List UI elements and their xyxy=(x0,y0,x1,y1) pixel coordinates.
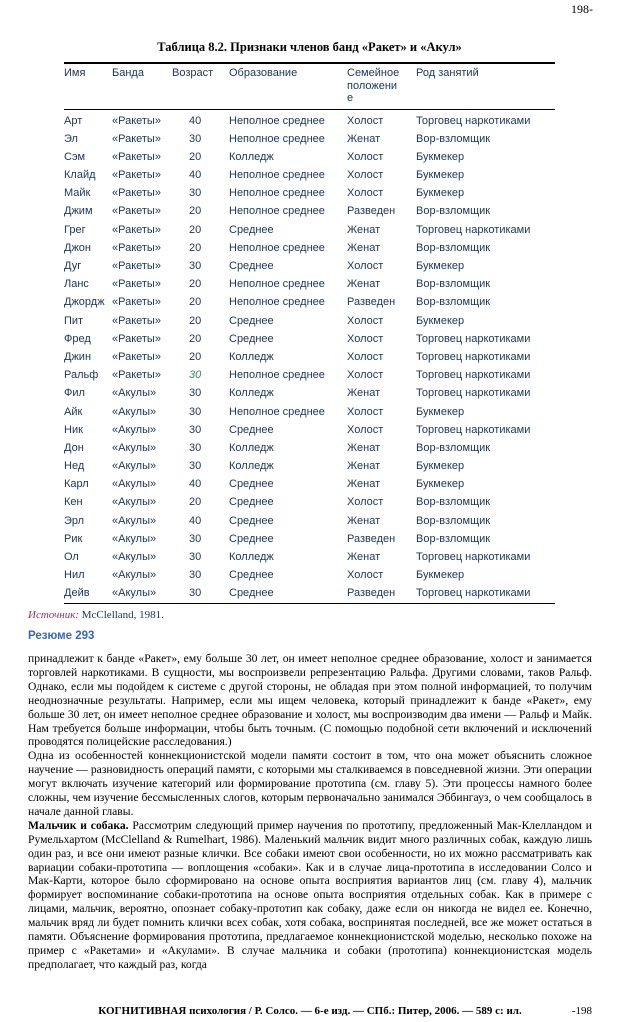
table-cell: Холост xyxy=(347,350,384,363)
table-cell: Среднее xyxy=(229,569,274,582)
table-cell: Женат xyxy=(347,223,381,236)
column-header: Род занятий xyxy=(416,63,555,109)
table-row xyxy=(64,421,555,439)
table-row xyxy=(64,494,555,512)
table-row xyxy=(64,239,555,257)
table-row xyxy=(64,312,555,330)
table-cell: Букмекер xyxy=(416,569,465,582)
table-cell: «Ракеты» xyxy=(112,114,161,127)
table-cell: 30 xyxy=(189,369,202,382)
table-cell: Холост xyxy=(347,114,384,127)
table-cell: Среднее xyxy=(229,532,274,545)
table-block xyxy=(64,40,555,604)
table-cell: 40 xyxy=(189,478,202,491)
table-cell: Торговец наркотиками xyxy=(416,369,531,382)
table-cell: Нед xyxy=(64,460,85,473)
table-cell: Холост xyxy=(347,332,384,345)
table-title: Таблица 8.2. Признаки членов банд «Ракет» и «Акул» xyxy=(157,40,462,54)
paragraph-2: Одна из особенностей коннекционистской модели памяти состоит в том, что она может объяснить сложное научение — разновидность операций памяти, с которыми мы сталкиваемся в повседневной жизни. Эти операции могут включать изучение категорий или формирование прототипа (см. главу 5). Эти процессы намного более сложны, чем изучение бессмысленных слогов, которым первоначально занимался Эббингауз, о чем сообщалось в начале данной главы. xyxy=(28,749,592,818)
table-cell: Нил xyxy=(64,569,85,582)
table-cell: Эрл xyxy=(64,514,85,527)
table-body xyxy=(64,109,555,603)
table-cell: Вор-взломщик xyxy=(416,514,491,527)
table-cell: Ланс xyxy=(64,278,89,291)
table-cell: «Ракеты» xyxy=(112,187,161,200)
table-cell: Дон xyxy=(64,441,84,454)
table-cell: 30 xyxy=(189,532,202,545)
table-cell: Пит xyxy=(64,314,84,327)
table-cell: 40 xyxy=(189,169,202,182)
table-cell: Неполное среднее xyxy=(229,205,325,218)
table-cell: Торговец наркотиками xyxy=(416,223,531,236)
table-row xyxy=(64,567,555,585)
table-cell: Букмекер xyxy=(416,460,465,473)
table-cell: Неполное среднее xyxy=(229,369,325,382)
table-cell: «Ракеты» xyxy=(112,260,161,272)
table-cell: Фил xyxy=(64,387,85,400)
table-cell: Букмекер xyxy=(416,314,465,327)
table-cell: Женат xyxy=(347,278,381,291)
table-cell: «Ракеты» xyxy=(112,314,161,327)
table-cell: 20 xyxy=(189,241,202,254)
table-row xyxy=(64,185,555,203)
table-cell: Холост xyxy=(347,187,384,200)
table-cell: Джордж xyxy=(64,296,105,309)
table-cell: Ник xyxy=(64,423,83,436)
table-cell: «Ракеты» xyxy=(112,278,161,291)
table-cell: «Акулы» xyxy=(112,551,157,563)
table-cell: 20 xyxy=(189,205,202,218)
table-cell: Вор-взломщик xyxy=(416,205,491,218)
table-row xyxy=(64,203,555,221)
table-cell: Холост xyxy=(347,150,384,163)
table-cell: Торговец наркотиками xyxy=(416,587,531,600)
table-cell: 30 xyxy=(189,460,202,473)
table-cell: Джим xyxy=(64,205,93,218)
table-cell: Вор-взломщик xyxy=(416,132,491,145)
table-cell: Среднее xyxy=(229,587,274,600)
table-cell: 20 xyxy=(189,314,202,327)
table-cell: Женат xyxy=(347,478,381,491)
table-cell: 20 xyxy=(189,296,202,309)
table-cell: Клайд xyxy=(64,169,96,182)
table-cell: Букмекер xyxy=(416,478,465,491)
table-cell: Вор-взломщик xyxy=(416,278,491,291)
table-row xyxy=(64,548,555,566)
table-cell: Эл xyxy=(64,132,78,145)
table-cell: «Ракеты» xyxy=(112,350,161,363)
table-cell: Холост xyxy=(347,369,384,382)
table-cell: Дуг xyxy=(64,260,82,272)
table-cell: Среднее xyxy=(229,496,274,509)
table-cell: «Ракеты» xyxy=(112,169,161,182)
table-cell: Кен xyxy=(64,496,83,509)
table-cell: Ральф xyxy=(64,369,99,382)
table-cell: 30 xyxy=(189,187,202,200)
table-cell: 30 xyxy=(189,551,202,563)
table-cell: Холост xyxy=(347,496,384,509)
table-cell: 20 xyxy=(189,223,202,236)
table-cell: «Ракеты» xyxy=(112,150,161,163)
paragraph-3-lead: Мальчик и собака. xyxy=(28,818,129,832)
table-cell: Среднее xyxy=(229,223,274,236)
paragraph-3 xyxy=(28,819,592,972)
table-row xyxy=(64,348,555,366)
table-cell: «Акулы» xyxy=(112,441,157,454)
table-cell: Колледж xyxy=(229,387,274,400)
table-row xyxy=(64,403,555,421)
table-cell: 20 xyxy=(189,332,202,345)
table-cell: «Акулы» xyxy=(112,569,157,582)
table-cell: «Акулы» xyxy=(112,532,157,545)
table-cell: Неполное среднее xyxy=(229,187,325,200)
column-header: Возраст xyxy=(172,63,229,109)
page-number-top: 198- xyxy=(571,2,593,16)
table-cell: Вор-взломщик xyxy=(416,241,491,254)
table-cell: 20 xyxy=(189,150,202,163)
table-cell: «Акулы» xyxy=(112,514,157,527)
table-cell: Колледж xyxy=(229,460,274,473)
table-cell: Букмекер xyxy=(416,405,465,418)
table-cell: 30 xyxy=(189,405,202,418)
table-cell: 30 xyxy=(189,387,202,400)
table-cell: 30 xyxy=(189,569,202,582)
table-cell: Колледж xyxy=(229,551,274,563)
table-cell: Разведен xyxy=(347,532,396,545)
table-cell: Букмекер xyxy=(416,169,465,182)
table-cell: Колледж xyxy=(229,150,274,163)
table-cell: 40 xyxy=(189,114,202,127)
table-row xyxy=(64,148,555,166)
table-cell: Среднее xyxy=(229,332,274,345)
table-cell: Неполное среднее xyxy=(229,278,325,291)
table-cell: Торговец наркотиками xyxy=(416,332,531,345)
table-cell: 30 xyxy=(189,441,202,454)
table-row xyxy=(64,367,555,385)
table-cell: Холост xyxy=(347,405,384,418)
table-cell: Холост xyxy=(347,423,384,436)
table-cell: 30 xyxy=(189,260,202,272)
table-cell: Рик xyxy=(64,532,83,545)
table-cell: Джон xyxy=(64,241,92,254)
table-cell: Неполное среднее xyxy=(229,296,325,309)
table-cell: Разведен xyxy=(347,587,396,600)
table-cell: Торговец наркотиками xyxy=(416,423,531,436)
table-cell: Разведен xyxy=(347,205,396,218)
table-cell: «Акулы» xyxy=(112,387,157,400)
table-cell: Джин xyxy=(64,350,92,363)
table-cell: Букмекер xyxy=(416,187,465,200)
table-row xyxy=(64,512,555,530)
table-cell: «Акулы» xyxy=(112,478,157,491)
source-line xyxy=(28,609,620,621)
table-cell: Арт xyxy=(64,114,83,127)
table-cell: Холост xyxy=(347,260,384,272)
table-cell: Неполное среднее xyxy=(229,241,325,254)
table-cell: Среднее xyxy=(229,423,274,436)
table-cell: Неполное среднее xyxy=(229,114,325,127)
paragraph-1: принадлежит к банде «Ракет», ему больше 30 лет, он имеет неполное среднее образование, холост и занимается торговлей наркотиками. В сущности, мы воспроизвели репрезентацию Ральфа. Другими словами, таков Ральф. Однако, если мы подойдем к системе с другой стороны, не обладая при этом полной информацией, то получим неоднозначные результаты. Например, если мы ищем человека, который принадлежит к банде «Ракет», ему больше 30 лет, он имеет неполное среднее образование и холост, мы воспроизводим два имени — Ральф и Майк. Нам требуется больше информации, чтобы быть точным. (С помощью подобной сети включений и исключений проводятся полицейские расследования.) xyxy=(28,651,592,749)
table-cell: Вор-взломщик xyxy=(416,441,491,454)
table-row xyxy=(64,166,555,184)
table-cell: Неполное среднее xyxy=(229,405,325,418)
resume-link[interactable]: Резюме 293 xyxy=(28,629,95,642)
table-cell: Женат xyxy=(347,132,381,145)
table-cell: 30 xyxy=(189,587,202,600)
table-cell: Женат xyxy=(347,387,381,400)
table-cell: Сэм xyxy=(64,150,86,163)
column-header: Банда xyxy=(112,63,172,109)
column-header: Образование xyxy=(229,63,347,109)
paragraph-3-text: Рассмотрим следующий пример научения по прототипу, предложенный Мак-Клелландом и Румельхартом (McClelland & Rumelhart, 1986). Маленький мальчик видит много различных собак, каждую лишь один раз, и все они имеют разные клички. Все собаки имеют свои особенности, но их можно рассматривать как вариации собаки-прототипа — воплощения «собаки». Как и в случае лица-прототипа в исследовании Солсо и Мак-Карти, которое было сформировано на основе опыта восприятия вариантов лиц (см. главу 4), мальчик формирует воспоминание собаки-прототипа на основе опыта восприятия отдельных собак. Как в примере с лицами, мальчик, вероятно, опознает собаку-прототип как собаку, даже если он никогда не видел ее. Конечно, мальчик вряд ли будет помнить клички всех собак, хотя собака, воспринятая последней, все же может остаться в памяти. Объяснение формирования прототипа, предлагаемое коннекционистской моделью, несколько похоже на пример с «Ракетами» и «Акулами». В случае мальчика и собаки (прототипа) коннекционистская модель предполагает, что каждый раз, когда xyxy=(28,818,592,971)
table-cell: Торговец наркотиками xyxy=(416,114,531,127)
table-cell: Холост xyxy=(347,314,384,327)
table-cell: «Ракеты» xyxy=(112,332,161,345)
table-cell: Холост xyxy=(347,569,384,582)
table-row xyxy=(64,476,555,494)
table-cell: «Ракеты» xyxy=(112,132,161,145)
table-cell: Торговец наркотиками xyxy=(416,551,531,563)
table-cell: Холост xyxy=(347,169,384,182)
table-cell: 40 xyxy=(189,514,202,527)
table-row xyxy=(64,294,555,312)
source-label: Источник: xyxy=(28,608,79,621)
table-cell: Карл xyxy=(64,478,89,491)
table-cell: «Ракеты» xyxy=(112,241,161,254)
page-number-bottom: -198 xyxy=(571,1005,592,1017)
table-cell: Разведен xyxy=(347,296,396,309)
footer-book-info: КОГНИТИВНАЯ психология / Р. Солсо. — 6-е изд. — СПб.: Питер, 2006. — 589 с: ил. xyxy=(98,1005,522,1017)
table-cell: Грег xyxy=(64,223,86,236)
table-cell: Неполное среднее xyxy=(229,169,325,182)
table-row xyxy=(64,276,555,294)
table-cell: Майк xyxy=(64,187,91,200)
table-row xyxy=(64,130,555,148)
table-row xyxy=(64,221,555,239)
table-cell: 20 xyxy=(189,350,202,363)
table-row xyxy=(64,109,555,130)
table-cell: «Акулы» xyxy=(112,423,157,436)
table-cell: Дейв xyxy=(64,587,90,600)
table-cell: «Акулы» xyxy=(112,405,157,418)
table-row xyxy=(64,530,555,548)
column-header: Имя xyxy=(64,63,112,109)
table-row xyxy=(64,439,555,457)
page-footer xyxy=(28,1005,592,1017)
table-cell: Торговец наркотиками xyxy=(416,350,531,363)
table-cell: «Ракеты» xyxy=(112,223,161,236)
table-cell: Вор-взломщик xyxy=(416,496,491,509)
table-cell: «Ракеты» xyxy=(112,296,161,309)
source-text: McClelland, 1981. xyxy=(81,608,164,621)
table-cell: Фред xyxy=(64,332,91,345)
table-cell: 30 xyxy=(189,423,202,436)
table-cell: Среднее xyxy=(229,260,274,272)
table-header-row xyxy=(64,63,555,109)
body-text xyxy=(28,652,592,972)
table-cell: Айк xyxy=(64,405,83,418)
table-row xyxy=(64,457,555,475)
table-cell: Женат xyxy=(347,241,381,254)
table-cell: Неполное среднее xyxy=(229,132,325,145)
table-cell: Женат xyxy=(347,551,381,563)
table-cell: «Акулы» xyxy=(112,496,157,509)
table-cell: Среднее xyxy=(229,478,274,491)
table-cell: Женат xyxy=(347,441,381,454)
table-row xyxy=(64,385,555,403)
table-cell: Женат xyxy=(347,514,381,527)
table-cell: Ол xyxy=(64,551,79,563)
gang-table xyxy=(64,62,555,604)
table-cell: Торговец наркотиками xyxy=(416,387,531,400)
table-cell: Букмекер xyxy=(416,150,465,163)
table-cell: «Ракеты» xyxy=(112,369,161,382)
table-row xyxy=(64,585,555,604)
table-cell: Букмекер xyxy=(416,260,465,272)
table-cell: 20 xyxy=(189,278,202,291)
table-row xyxy=(64,330,555,348)
table-cell: Колледж xyxy=(229,350,274,363)
table-cell: «Ракеты» xyxy=(112,205,161,218)
table-cell: Колледж xyxy=(229,441,274,454)
table-cell: 30 xyxy=(189,132,202,145)
table-cell: Вор-взломщик xyxy=(416,296,491,309)
table-cell: Вор-взломщик xyxy=(416,532,491,545)
table-cell: Среднее xyxy=(229,314,274,327)
table-row xyxy=(64,257,555,275)
table-cell: 20 xyxy=(189,496,202,509)
table-cell: «Акулы» xyxy=(112,460,157,473)
table-cell: Среднее xyxy=(229,514,274,527)
table-cell: Женат xyxy=(347,460,381,473)
table-cell: «Акулы» xyxy=(112,587,157,600)
column-header: Семейное положение xyxy=(347,63,416,109)
